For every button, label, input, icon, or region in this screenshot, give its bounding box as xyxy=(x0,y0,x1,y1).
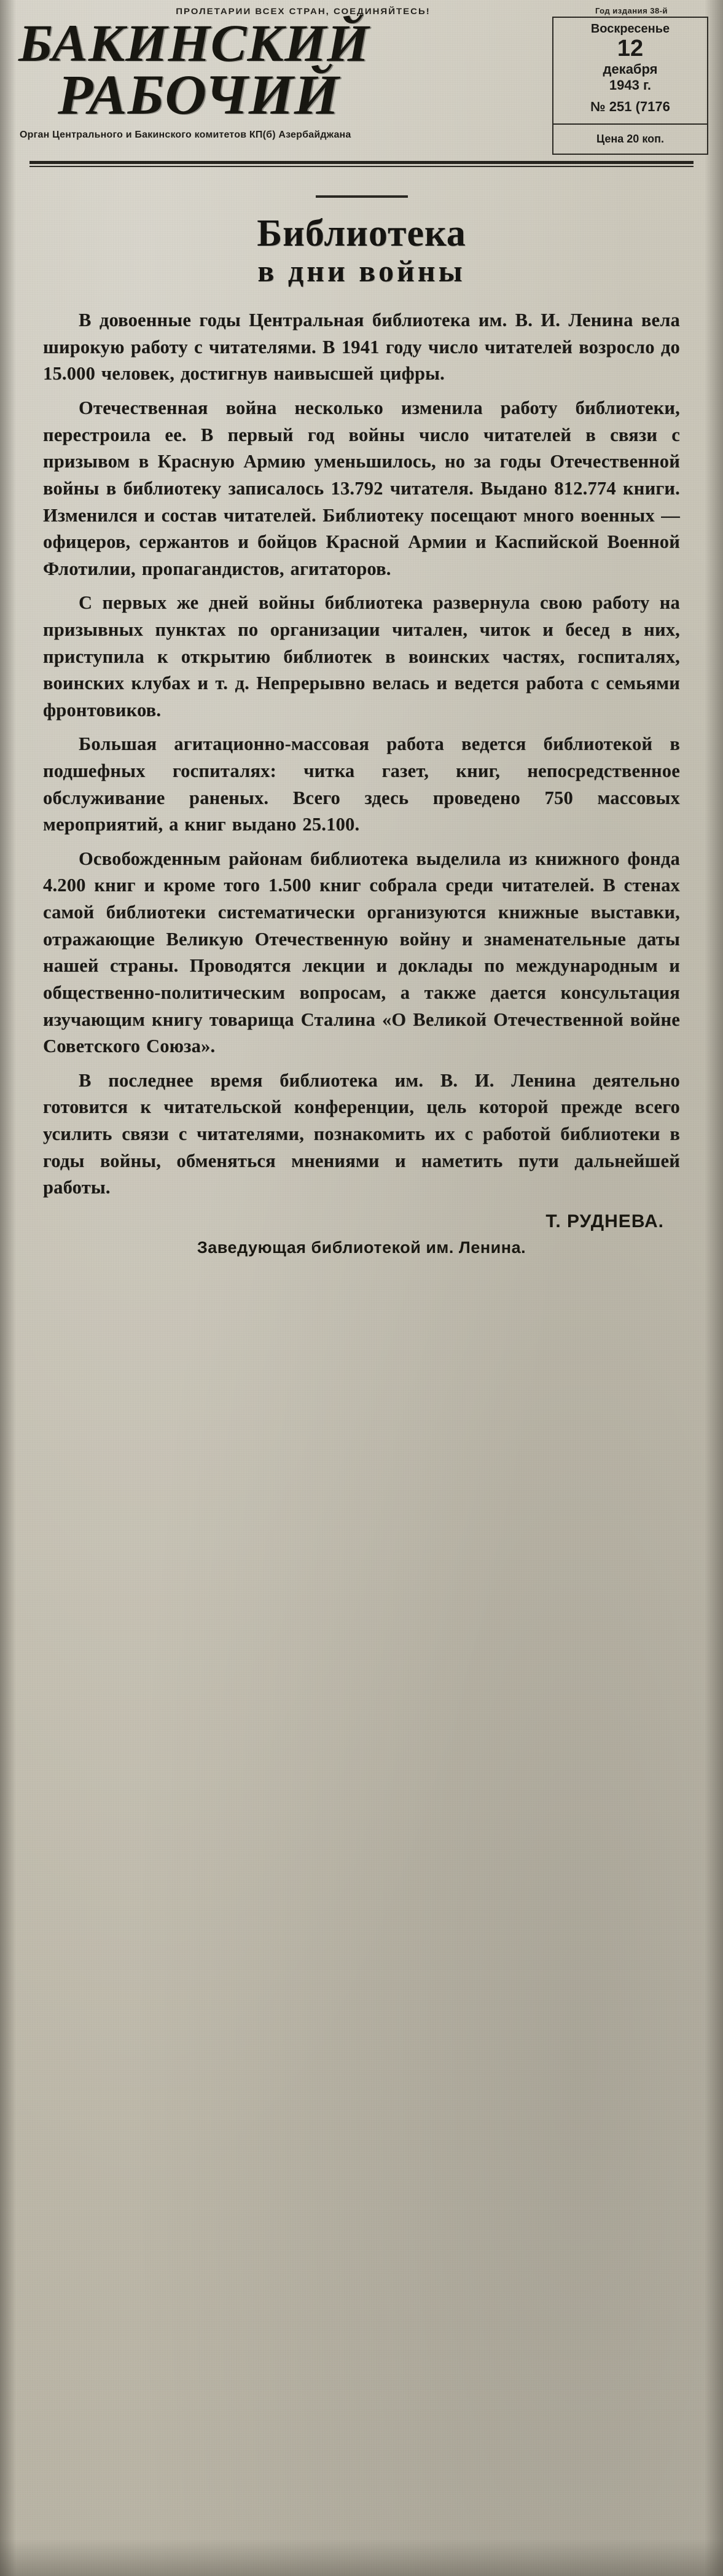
newspaper-title-line2: РАБОЧИЙ xyxy=(58,63,340,127)
issue-month: декабря xyxy=(603,61,658,77)
masthead xyxy=(0,0,723,198)
issue-year: 1943 г. xyxy=(609,77,652,93)
party-slogan: ПРОЛЕТАРИИ ВСЕХ СТРАН, СОЕДИНЯЙТЕСЬ! xyxy=(176,6,431,17)
issue-number: № 251 (7176 xyxy=(590,98,670,114)
issue-info-box xyxy=(552,17,708,155)
issue-date-cell xyxy=(553,17,707,123)
issue-day: 12 xyxy=(617,36,644,61)
year-of-edition: Год издания 38-й xyxy=(595,6,668,15)
scan-shadow-bottom xyxy=(0,2539,723,2576)
article-paragraph: С первых же дней войны библиотека развернула свою работу на призывных пунктах по организации читален, читок и бесед в них, приступила к открытию библиотек в воинских частях, госпиталях, воинских клубах и т. д. Непрерывно велась и ведется работа с семьями фронтовиков. xyxy=(43,592,680,720)
article-author-position: Заведующая библиотекой им. Ленина. xyxy=(197,1238,526,1257)
masthead-rule-thin xyxy=(29,166,694,167)
article xyxy=(0,198,723,1257)
issue-weekday: Воскресенье xyxy=(590,22,670,36)
article-headline xyxy=(43,214,680,289)
newspaper-title-line1: БАКИНСКИЙ xyxy=(18,14,370,72)
issue-price: Цена 20 коп. xyxy=(596,132,664,145)
article-paragraph: В последнее время библиотека им. В. И. Ленина деятельно готовится к читательской конференции, цель которой прежде всего усилить связи с читателями, познакомить их с работой библиотеки в годы войны, обменяться мнениями и наметить пути дальнейшей работы. xyxy=(43,1069,680,1198)
article-headline-line2: в дни войны xyxy=(257,253,466,288)
price-cell xyxy=(553,123,707,155)
article-paragraph: Отечественная война несколько изменила работу библиотеки, перестроила ее. В первый год войны число читателей в связи с призывом в Красную Армию уменьшилось, но за годы Отечественной войны в библиотеку записалось 13.792 читателя. Выдано 812.774 книги. Изменился и состав читателей. Библиотеку посещают много военных — офицеров, сержантов и бойцов Красной Армии и Каспийской Военной Флотилии, пропагандистов, агитаторов. xyxy=(43,397,680,579)
section-divider-rule xyxy=(316,195,408,198)
masthead-main-row xyxy=(15,14,708,155)
article-author-signature: Т. РУДНЕВА. xyxy=(545,1211,664,1231)
masthead-rule-heavy xyxy=(29,161,694,164)
publisher-organ-line: Орган Центрального и Бакинского комитетов КП(б) Азербайджана xyxy=(20,129,351,140)
article-body xyxy=(43,307,680,1201)
article-paragraph: Освобожденным районам библиотека выделила из книжного фонда 4.200 книг и кроме того 1.500 книг собрала среди читателей. В стенах самой библиотеки систематически организуются книжные выставки, отражающие Великую Отечественную войну и знаменательные даты нашей страны. Проводятся лекции и доклады по международным и общественно-политическим вопросам, а также дается консультация изучающим книгу товарища Сталина «О Великой Отечественной войне Советского Союза». xyxy=(43,848,680,1057)
article-paragraph: В довоенные годы Центральная библиотека им. В. И. Ленина вела широкую работу с читателями. В 1941 году число читателей возросло до 15.000 человек, достигнув наивысшей цифры. xyxy=(43,310,680,384)
article-paragraph: Большая агитационно-массовая работа ведется библиотекой в подшефных госпиталях: читка газет, книг, непосредственное обслуживание раненых. Всего здесь проведено 750 массовых мероприятий, а книг выдано 25.100. xyxy=(43,733,680,835)
article-headline-line1: Библиотека xyxy=(257,212,466,254)
newspaper-title-block xyxy=(15,14,544,155)
